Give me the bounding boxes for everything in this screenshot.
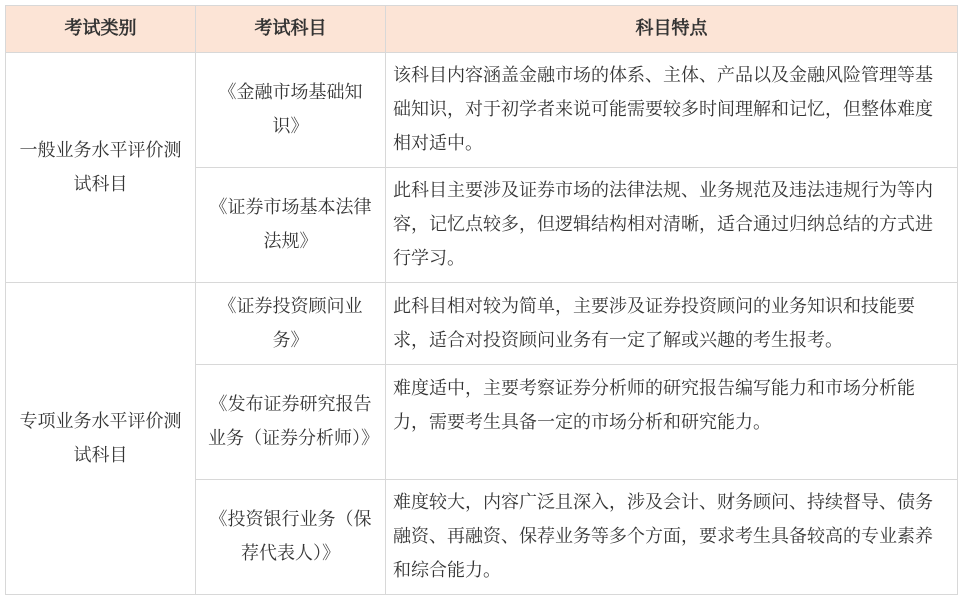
subject-cell: 《证券投资顾问业务》 bbox=[196, 283, 386, 365]
feature-cell: 难度较大，内容广泛且深入，涉及会计、财务顾问、持续督导、债务融资、再融资、保荐业务等多个方面，要求考生具备较高的专业素养和综合能力。 bbox=[386, 480, 958, 595]
subject-cell: 《发布证券研究报告业务（证券分析师）》 bbox=[196, 365, 386, 480]
feature-cell: 此科目相对较为简单，主要涉及证券投资顾问的业务知识和技能要求，适合对投资顾问业务有一定了解或兴趣的考生报考。 bbox=[386, 283, 958, 365]
exam-subjects-table bbox=[5, 5, 958, 595]
subject-cell: 《金融市场基础知识》 bbox=[196, 53, 386, 168]
subject-cell: 《证券市场基本法律法规》 bbox=[196, 168, 386, 283]
header-features: 科目特点 bbox=[386, 6, 958, 53]
subject-cell: 《投资银行业务（保荐代表人）》 bbox=[196, 480, 386, 595]
category-cell: 专项业务水平评价测试科目 bbox=[6, 283, 196, 595]
header-category: 考试类别 bbox=[6, 6, 196, 53]
header-subject: 考试科目 bbox=[196, 6, 386, 53]
table-row bbox=[6, 53, 958, 168]
feature-cell: 该科目内容涵盖金融市场的体系、主体、产品以及金融风险管理等基础知识，对于初学者来说可能需要较多时间理解和记忆，但整体难度相对适中。 bbox=[386, 53, 958, 168]
feature-cell: 难度适中，主要考察证券分析师的研究报告编写能力和市场分析能力，需要考生具备一定的市场分析和研究能力。 bbox=[386, 365, 958, 480]
feature-cell: 此科目主要涉及证券市场的法律法规、业务规范及违法违规行为等内容，记忆点较多，但逻辑结构相对清晰，适合通过归纳总结的方式进行学习。 bbox=[386, 168, 958, 283]
table-row bbox=[6, 283, 958, 365]
category-cell: 一般业务水平评价测试科目 bbox=[6, 53, 196, 283]
table-header-row bbox=[6, 6, 958, 53]
